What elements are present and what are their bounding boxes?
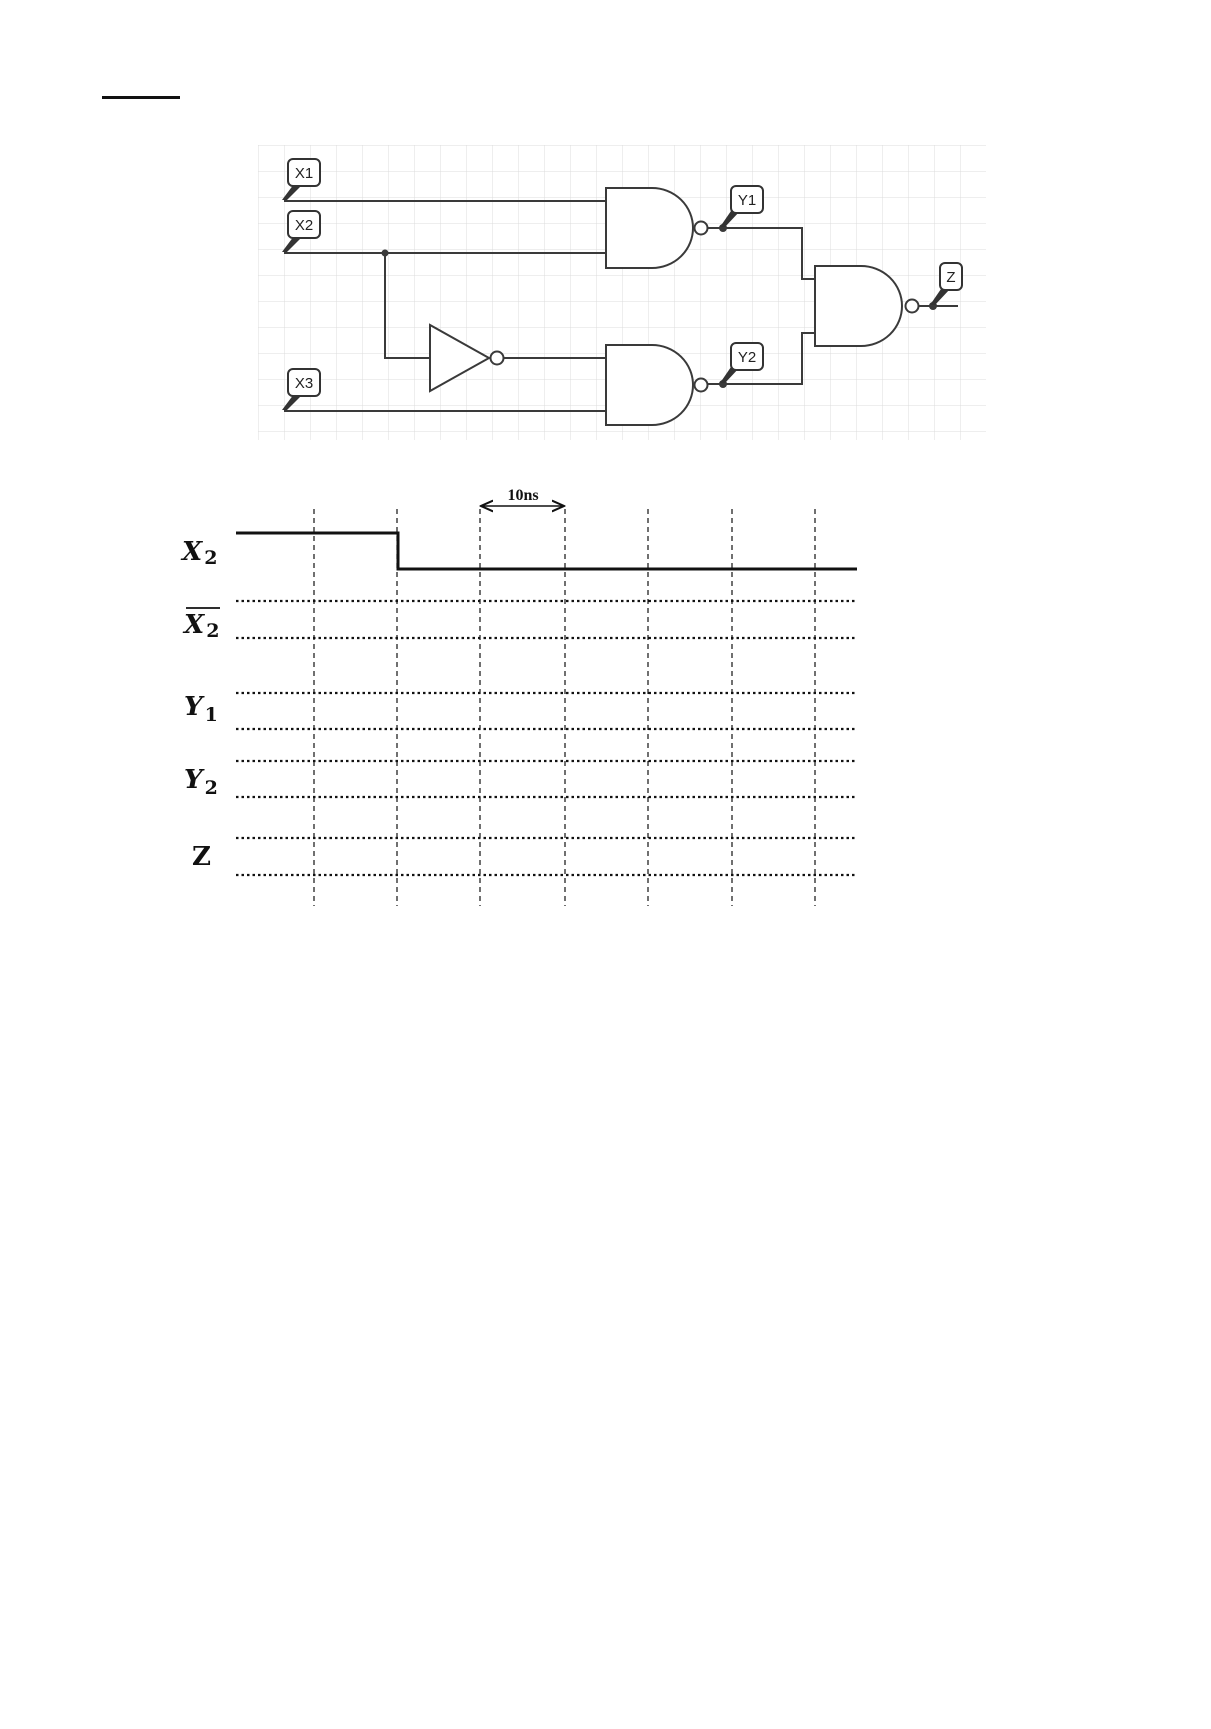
pin-z-label: Z bbox=[946, 269, 956, 286]
interval-label: 10ns bbox=[507, 487, 539, 504]
signal-x2-bar-base: X bbox=[184, 610, 205, 640]
signal-x2-base: X bbox=[182, 537, 203, 567]
junction-x2 bbox=[382, 250, 389, 257]
signal-label-y1 bbox=[184, 692, 218, 726]
signal-y1-base: Y bbox=[184, 692, 203, 722]
signal-x2-sub: 2 bbox=[204, 547, 218, 569]
pin-x2-label: X2 bbox=[294, 217, 314, 234]
svg-text:Y2 bbox=[184, 765, 218, 799]
x2-waveform bbox=[236, 533, 857, 569]
signal-label-x2-bar bbox=[182, 608, 220, 642]
svg-text:Y1 bbox=[184, 692, 218, 726]
svg-text:X2 bbox=[182, 610, 219, 642]
signal-y2-sub: 2 bbox=[204, 777, 218, 799]
interval-dimension bbox=[481, 487, 564, 506]
signal-label-y2 bbox=[184, 765, 218, 799]
pin-x1-label: X1 bbox=[294, 165, 314, 182]
signal-y1-sub: 1 bbox=[204, 704, 218, 726]
signal-z-base: Z bbox=[192, 842, 211, 872]
timing-diagram bbox=[180, 487, 857, 906]
pin-y1-label: Y1 bbox=[737, 192, 757, 209]
svg-text:X2 bbox=[180, 537, 217, 569]
signal-label-z bbox=[192, 842, 211, 872]
pin-x3-label: X3 bbox=[294, 375, 314, 392]
signal-y2-base: Y bbox=[184, 765, 203, 795]
signal-label-x2 bbox=[180, 537, 217, 569]
signal-x2-bar-sub: 2 bbox=[206, 620, 220, 642]
circuit-diagram bbox=[258, 145, 986, 440]
svg-text:Z bbox=[192, 842, 211, 872]
level-guides bbox=[236, 601, 856, 875]
pin-y2-label: Y2 bbox=[737, 349, 757, 366]
